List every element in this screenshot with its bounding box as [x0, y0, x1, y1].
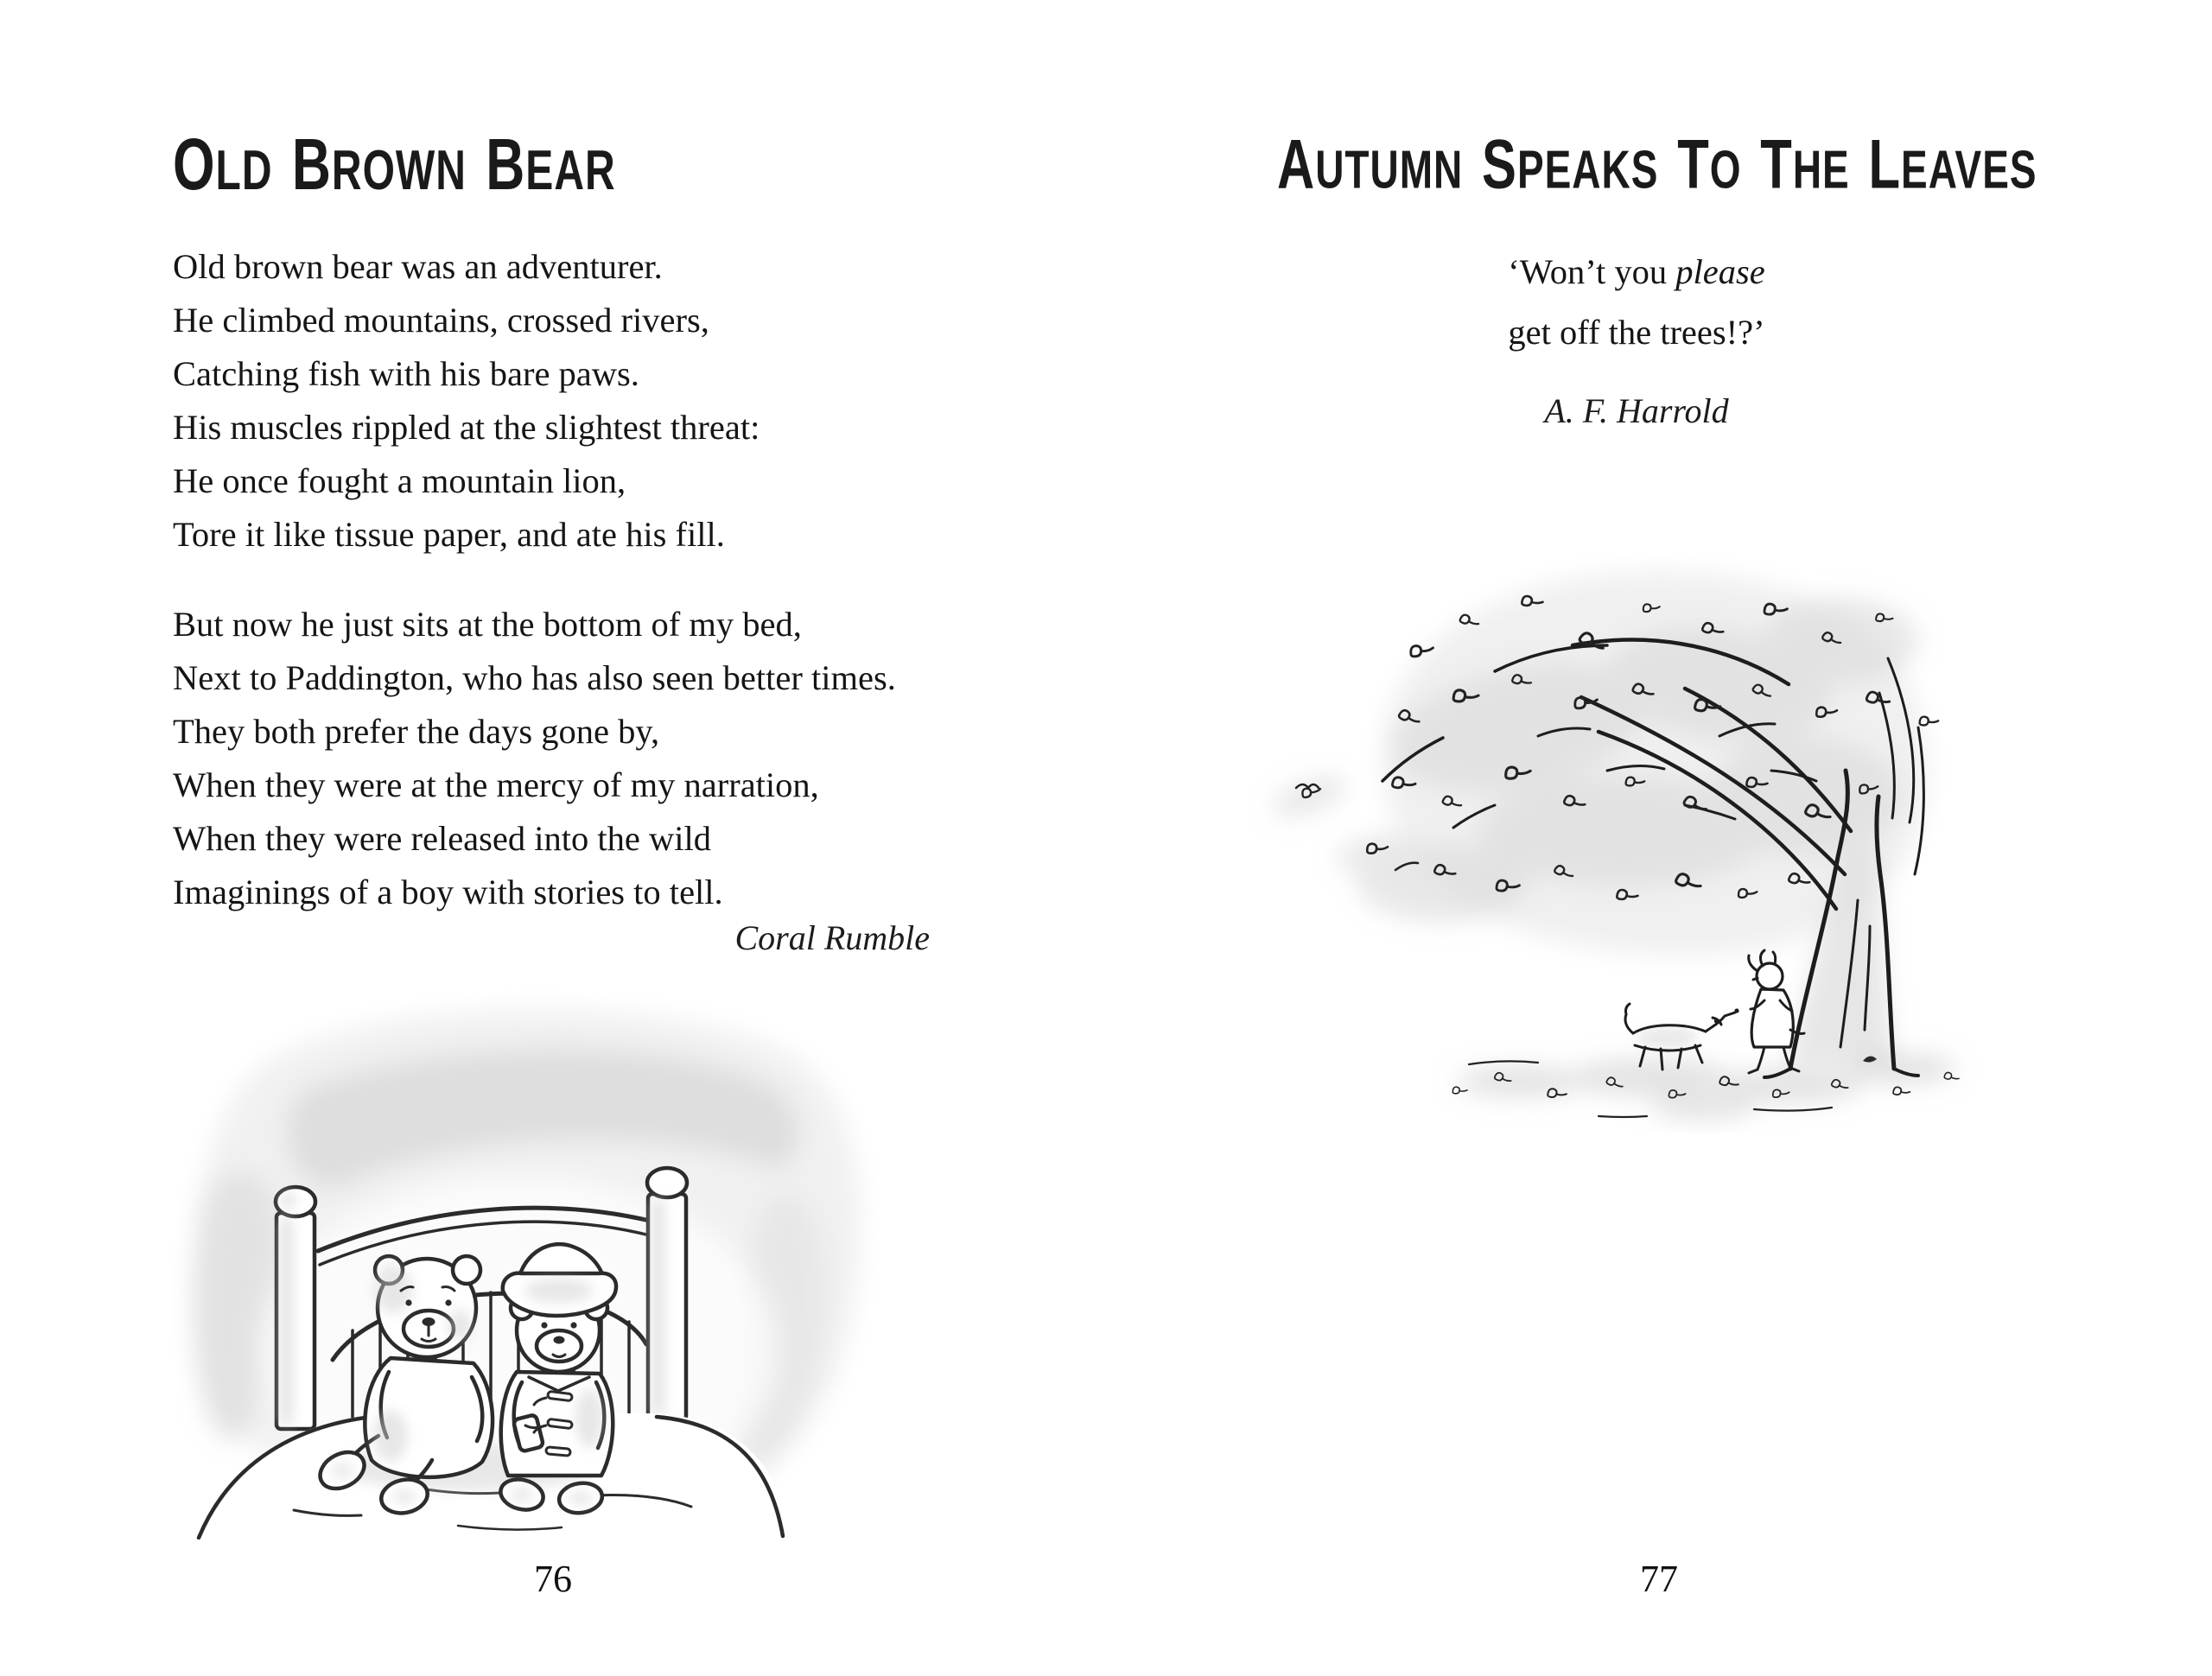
- poem-line: When they were at the mercy of my narration,: [173, 765, 819, 804]
- poem-line: Old brown bear was an adventurer.: [173, 247, 663, 286]
- paddington-bear: [498, 1244, 616, 1515]
- poem-text: ‘Won’t you: [1508, 252, 1676, 291]
- right-poem-title: AUTUMN SPEAKS TO THE LEAVES: [1277, 124, 2037, 204]
- stanza-2: [173, 598, 1046, 919]
- poem-line: But now he just sits at the bottom of my bed,: [173, 605, 802, 644]
- poem-line: Next to Paddington, who has also seen better times.: [173, 658, 896, 697]
- stanza-1: [173, 240, 1046, 562]
- poem-line: He once fought a mountain lion,: [173, 461, 626, 500]
- right-poem: [1255, 242, 2018, 363]
- left-poem-author: Coral Rumble: [734, 918, 930, 957]
- right-poem-author: A. F. Harrold: [1544, 391, 1729, 430]
- stanza-1: [1255, 242, 2018, 363]
- dog: [1625, 1004, 1739, 1070]
- poem-line: get off the trees!?’: [1508, 313, 1765, 352]
- poem-text-italic: please: [1675, 252, 1765, 291]
- poem-line: His muscles rippled at the slightest threat:: [173, 408, 760, 447]
- poem-line: Tore it like tissue paper, and ate his fill.: [173, 515, 725, 554]
- left-poem-title: OLD BROWN BEAR: [173, 124, 616, 206]
- canopy-wash: [1268, 571, 1957, 1120]
- left-poem: [173, 240, 1046, 919]
- left-page-number: 76: [534, 1558, 572, 1600]
- tree-illustration: [1236, 511, 2013, 1133]
- poem-line: Catching fish with his bare paws.: [173, 354, 639, 393]
- poem-line: He climbed mountains, crossed rivers,: [173, 301, 709, 340]
- poem-line: When they were released into the wild: [173, 819, 712, 858]
- poem-line: They both prefer the days gone by,: [173, 712, 660, 751]
- bed-illustration: [173, 987, 881, 1540]
- right-page: [1106, 0, 2212, 1676]
- right-page-number: 77: [1640, 1558, 1678, 1600]
- poem-line: [1255, 242, 2018, 302]
- poem-line: Imaginings of a boy with stories to tell.: [173, 873, 723, 911]
